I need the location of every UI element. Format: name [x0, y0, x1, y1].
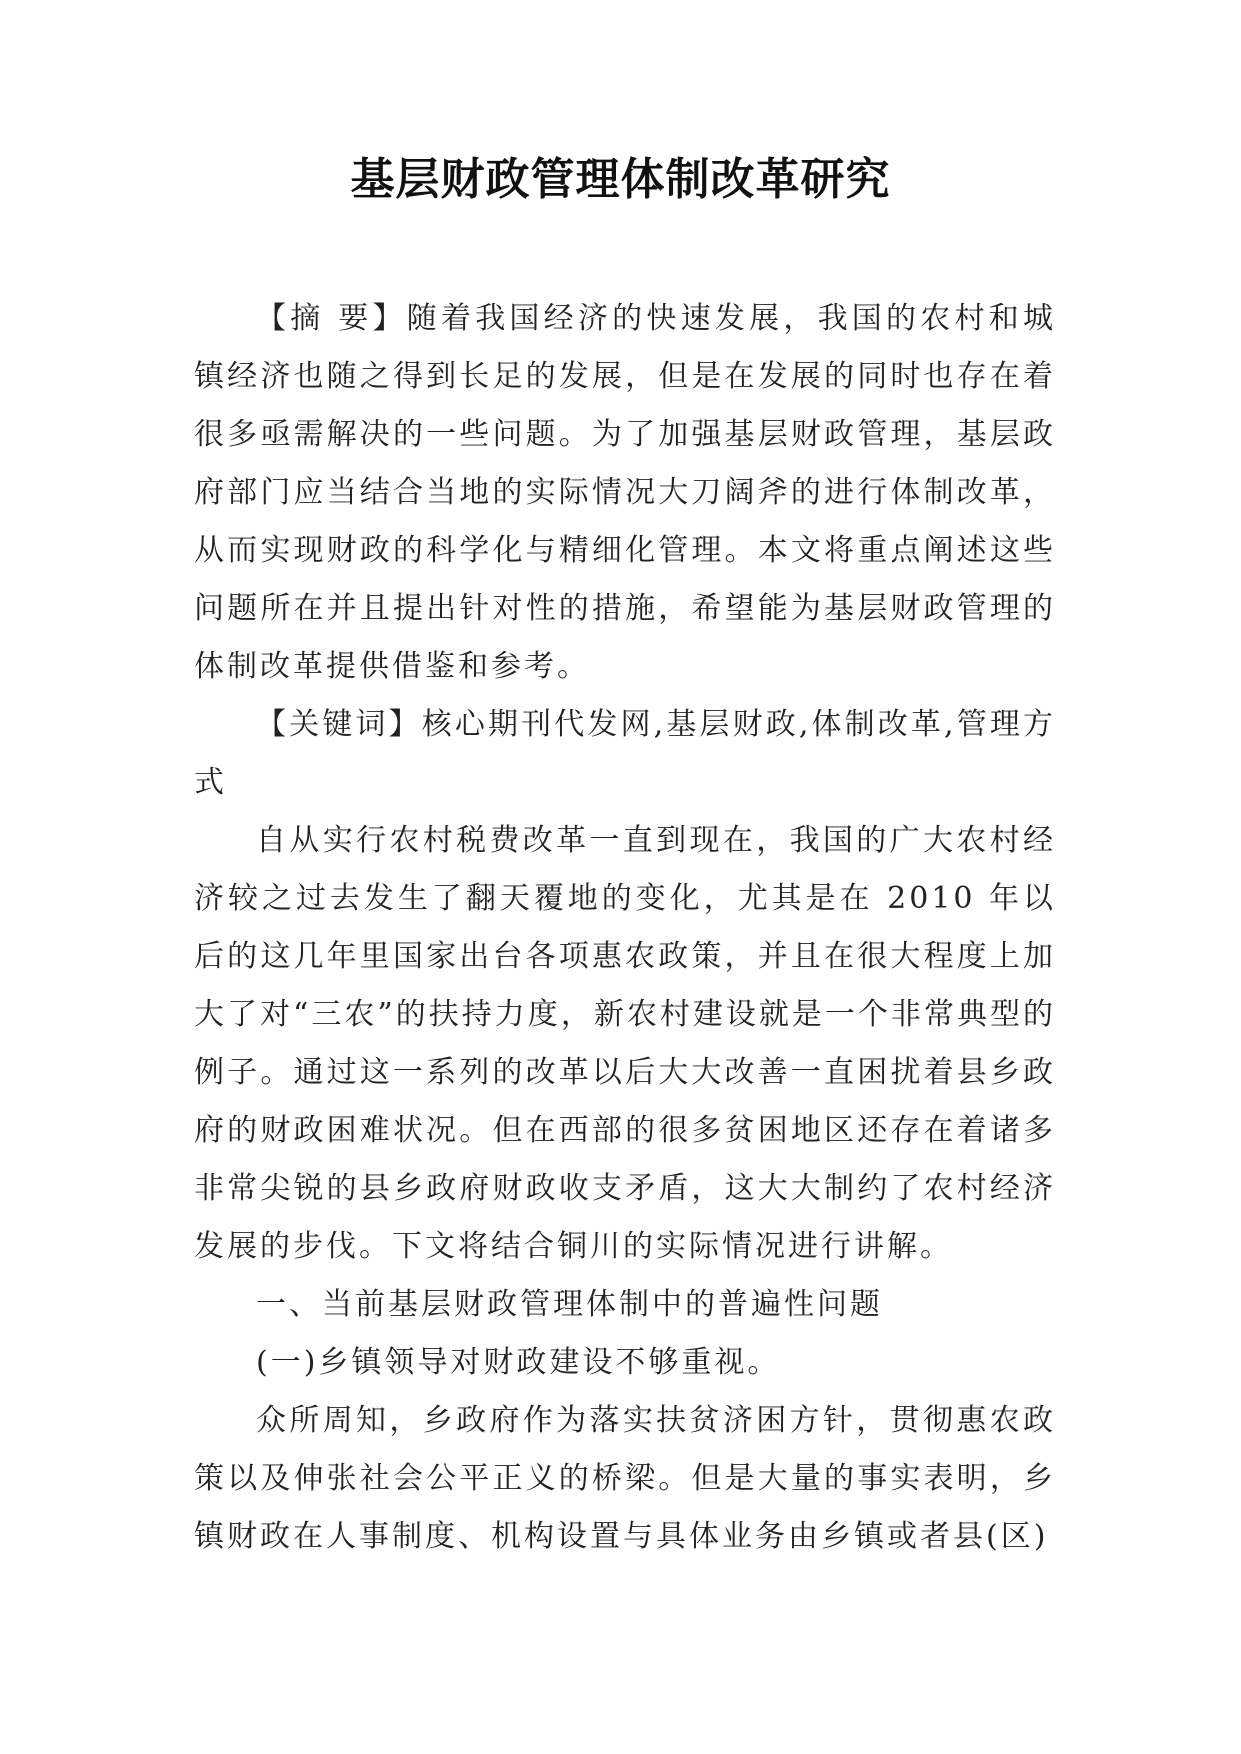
- keywords-paragraph: 【关键词】核心期刊代发网,基层财政,体制改革,管理方式: [194, 707, 1056, 800]
- section-heading: 一、当前基层财政管理体制中的普遍性问题: [256, 1287, 883, 1322]
- subsection-heading: (一)乡镇领导对财政建设不够重视。: [256, 1345, 781, 1380]
- body-paragraph: 众所周知，乡政府作为落实扶贫济困方针，贯彻惠农政策以及伸张社会公平正义的桥梁。但是大量的事实表明，乡镇财政在人事制度、机构设置与具体业务由乡镇或者县(区): [194, 1403, 1056, 1554]
- intro-paragraph: 自从实行农村税费改革一直到现在，我国的广大农村经济较之过去发生了翻天覆地的变化，尤其是在 2010 年以后的这几年里国家出台各项惠农政策，并且在很大程度上加大了对“三农”的扶持力度，新农村建设就是一个非常典型的例子。通过这一系列的改革以后大大改善一直困扰着县乡政府的财政困难状况。但在西部的很多贫困地区还存在着诸多非常尖锐的县乡政府财政收支矛盾，这大大制约了农村经济发展的步伐。下文将结合铜川的实际情况进行讲解。: [194, 823, 1056, 1264]
- document-title: 基层财政管理体制改革研究: [350, 154, 891, 205]
- abstract-paragraph: 【摘 要】随着我国经济的快速发展，我国的农村和城镇经济也随之得到长足的发展，但是在发展的同时也存在着很多亟需解决的一些问题。为了加强基层财政管理，基层政府部门应当结合当地的实际情况大刀阔斧的进行体制改革，从而实现财政的科学化与精细化管理。本文将重点阐述这些问题所在并且提出针对性的措施，希望能为基层财政管理的体制改革提供借鉴和参考。: [194, 301, 1056, 684]
- document-body: [194, 290, 1056, 1566]
